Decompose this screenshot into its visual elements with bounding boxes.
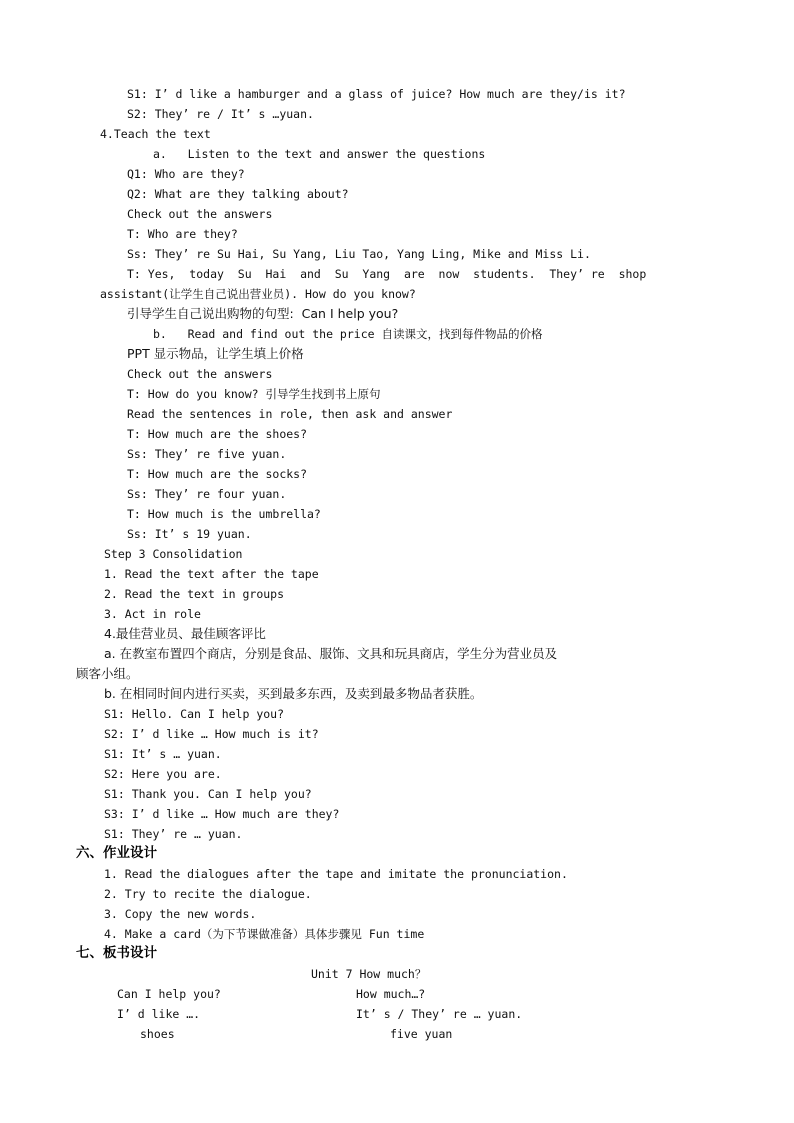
dialogue-line: Ss: They’ re five yuan. [127,447,287,461]
dialogue-line: T: How much are the shoes? [127,427,308,441]
board-item: five yuan [390,1027,453,1041]
question-line: Q1: Who are they? [127,167,245,181]
text-line: PPT 显示物品，让学生填上价格 [127,346,304,361]
dialogue-line: assistant(让学生自己说出营业员). How do you know? [100,287,416,301]
list-item: 2. Try to recite the dialogue. [104,887,312,901]
list-item: 1. Read the text after the tape [104,567,319,581]
list-item: 4.最佳营业员、最佳顾客评比 [104,626,266,641]
dialogue-line: S1: They’ re … yuan. [104,827,243,841]
dialogue-line: S2: They’ re / It’ s …yuan. [127,107,314,121]
dialogue-line: S2: Here you are. [104,767,222,781]
text-line: b. 在相同时间内进行买卖，买到最多东西，及卖到最多物品者获胜。 [104,686,483,701]
text-line: 顾客小组。 [76,666,139,681]
board-item: Can I help you? [117,987,221,1001]
list-item: 1. Read the dialogues after the tape and imitate the pronunciation. [104,867,568,881]
dialogue-line: S1: I’ d like a hamburger and a glass of juice? How much are they/is it? [127,87,626,101]
section-heading: 六、作业设计 [76,845,157,861]
dialogue-line: Ss: They’ re Su Hai, Su Yang, Liu Tao, Yang Ling, Mike and Miss Li. [127,247,591,261]
list-item: 3. Act in role [104,607,201,621]
step-heading: 4.Teach the text [100,127,211,141]
text-line: Check out the answers [127,207,273,221]
list-item: 2. Read the text in groups [104,587,285,601]
section-heading: 七、板书设计 [76,945,157,961]
dialogue-line: T: How much is the umbrella? [127,507,321,521]
dialogue-line: S1: It’ s … yuan. [104,747,222,761]
board-title: Unit 7 How much？ [311,967,427,981]
dialogue-line: S1: Hello. Can I help you? [104,707,285,721]
board-item: shoes [140,1027,175,1041]
text-line: 引导学生自己说出购物的句型: Can I help you? [127,306,399,321]
list-item: 3. Copy the new words. [104,907,257,921]
board-item: I’ d like …. [117,1007,201,1021]
text-line: Check out the answers [127,367,273,381]
step-heading: Step 3 Consolidation [104,547,243,561]
dialogue-line: S3: I’ d like … How much are they? [104,807,340,821]
dialogue-line: Ss: They’ re four yuan. [127,487,287,501]
question-line: Q2: What are they talking about? [127,187,349,201]
sub-step: a. Listen to the text and answer the questions [153,147,486,161]
dialogue-line: T: Who are they? [127,227,238,241]
board-item: It’ s / They’ re … yuan. [356,1007,523,1021]
sub-step: b. Read and find out the price 自读课文，找到每件物品的价格 [153,327,543,341]
text-line: Read the sentences in role, then ask and answer [127,407,453,421]
text-line: a. 在教室布置四个商店，分别是食品、服饰、文具和玩具商店，学生分为营业员及 [104,646,558,661]
dialogue-line: Ss: It’ s 19 yuan. [127,527,252,541]
list-item: 4. Make a card（为下节课做准备）具体步骤见 Fun time [104,927,425,941]
dialogue-line: T: How much are the socks? [127,467,308,481]
board-item: How much…? [356,987,426,1001]
dialogue-line: S2: I’ d like … How much is it? [104,727,319,741]
dialogue-line: T: How do you know? 引导学生找到书上原句 [127,387,381,401]
dialogue-line: T: Yes, today Su Hai and Su Yang are now students. They’ re shop [127,267,647,281]
dialogue-line: S1: Thank you. Can I help you? [104,787,312,801]
